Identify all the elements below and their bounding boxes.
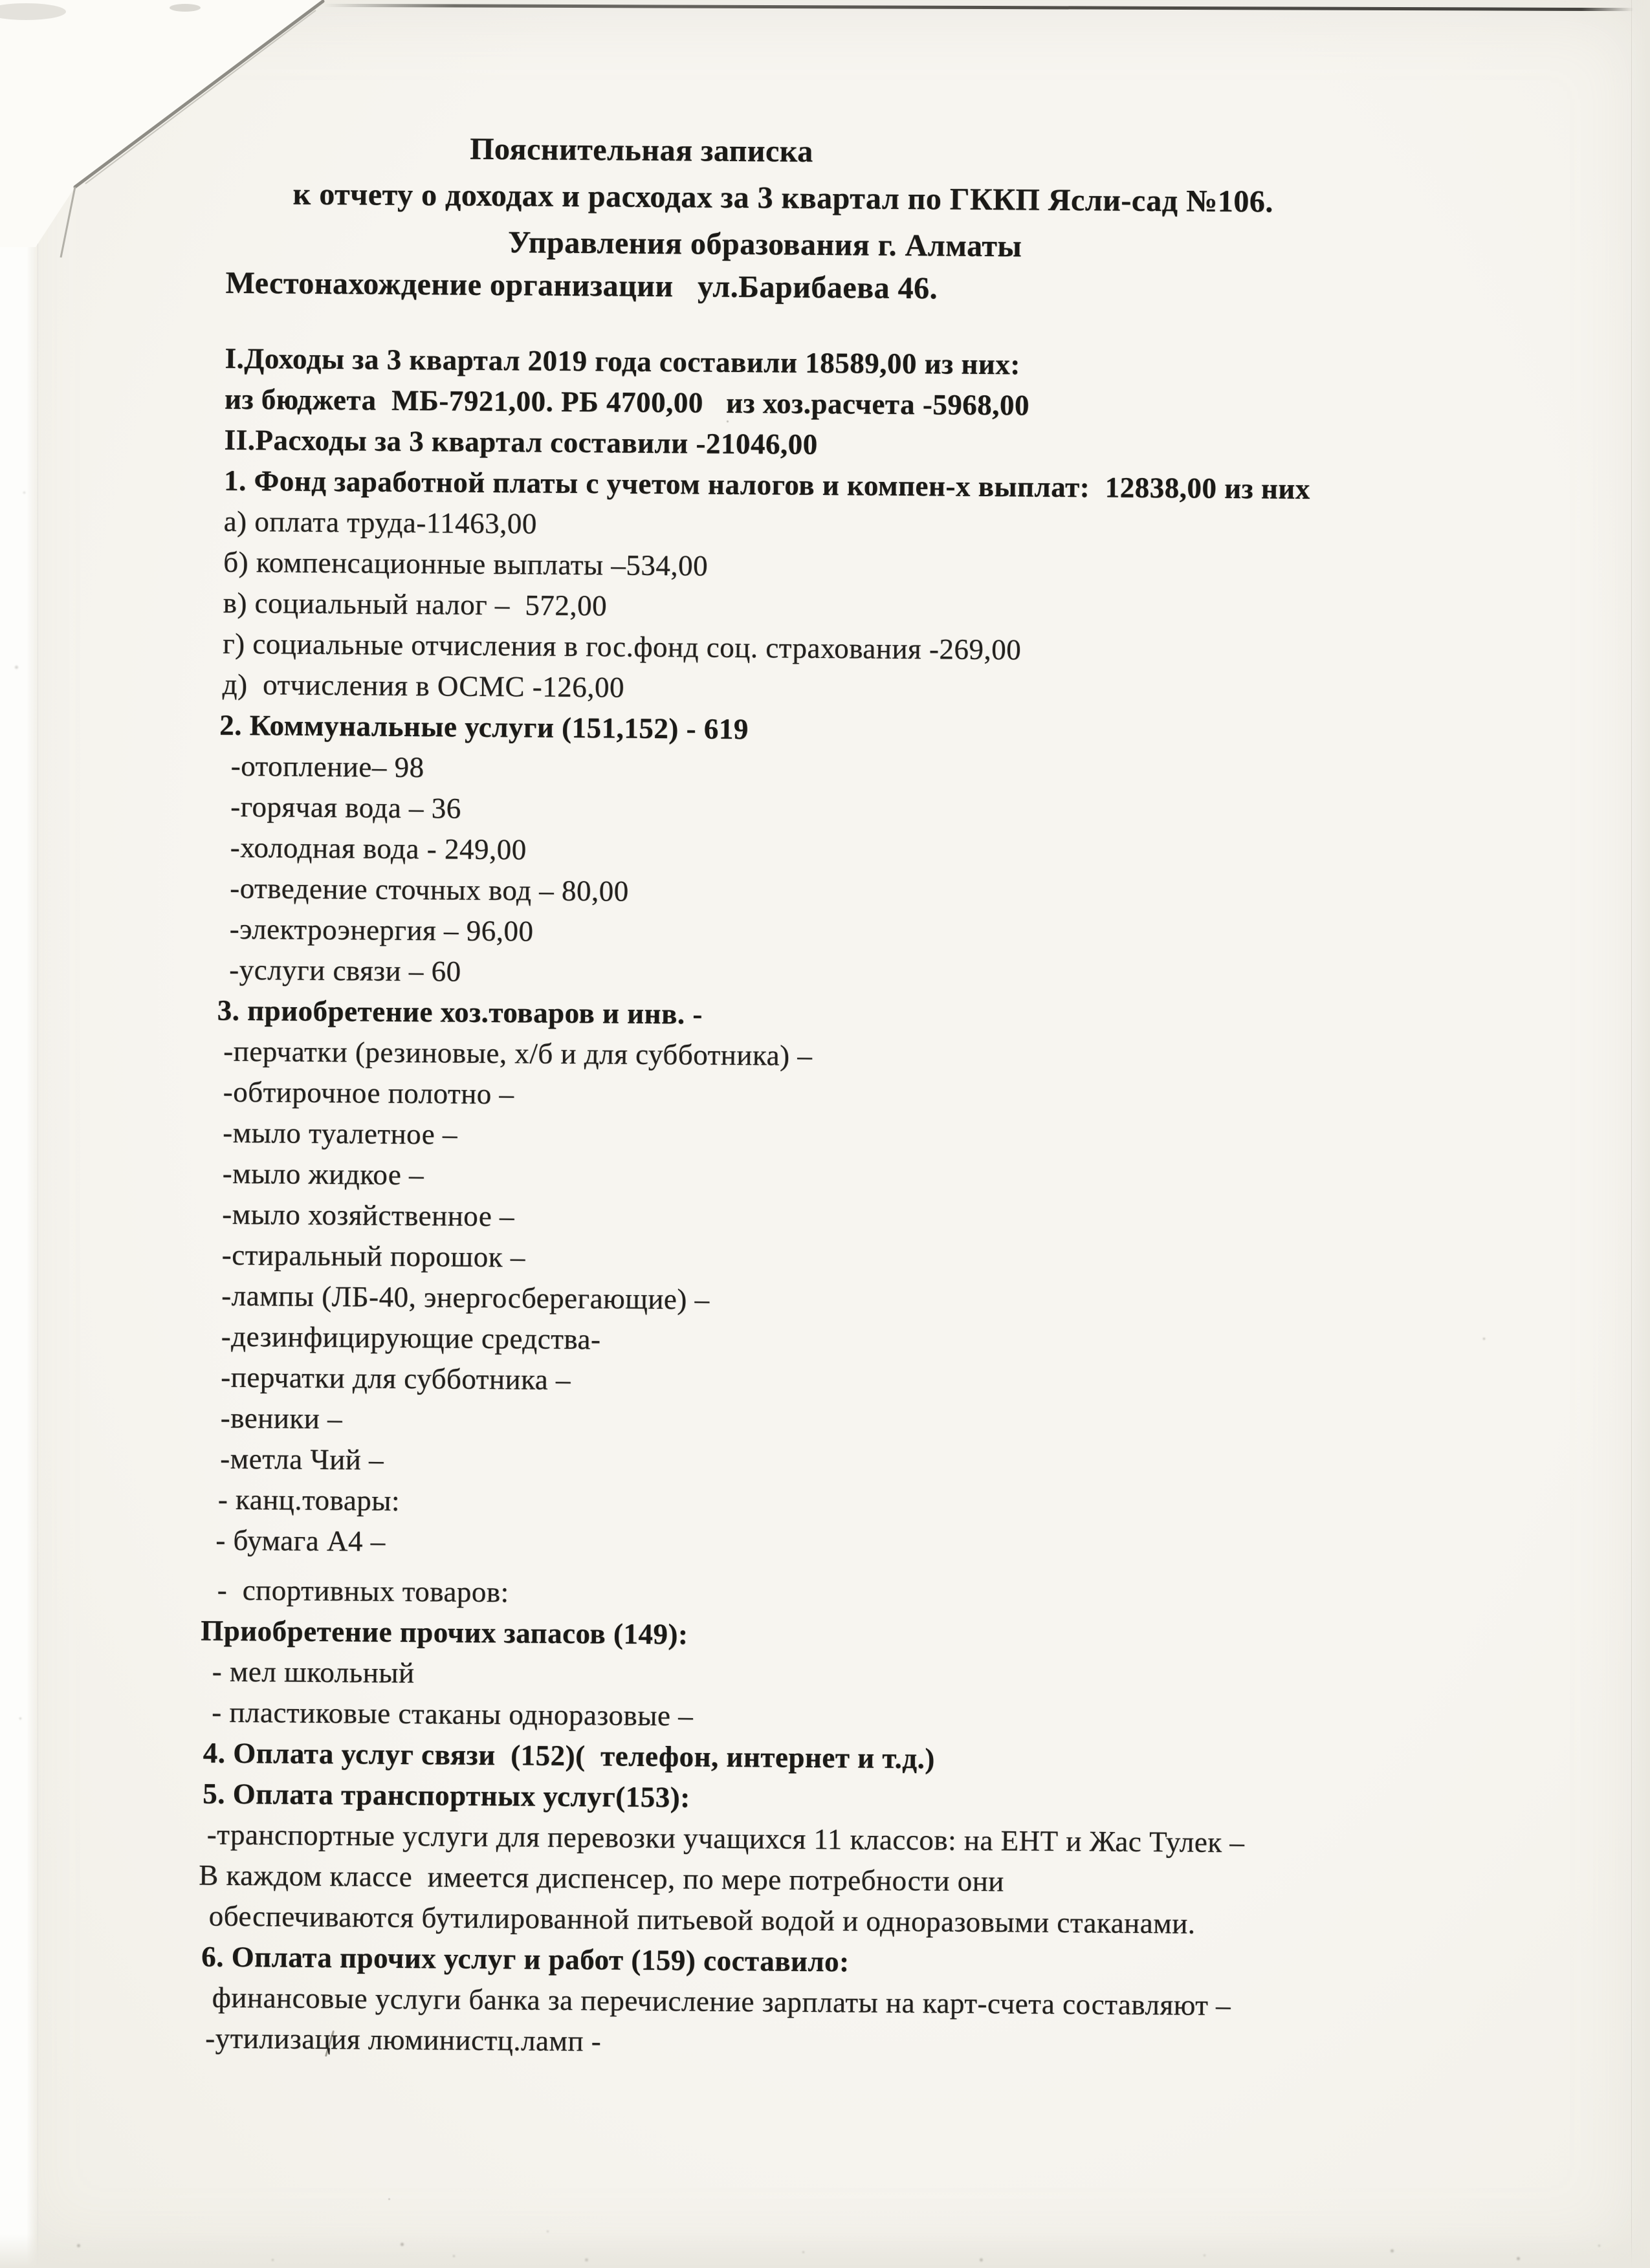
doc-line: -лампы (ЛБ-40, энергосберегающие) – xyxy=(221,1279,710,1316)
doc-line: к отчету о доходах и расходах за 3 квартал по ГККП Ясли-сад №106. xyxy=(292,177,1274,219)
doc-line: 3. приобретение хоз.товаров и инв. - xyxy=(217,994,703,1030)
doc-line: -перчатки для субботника – xyxy=(221,1360,571,1396)
doc-line: - спортивных товаров: xyxy=(217,1573,509,1609)
doc-line: -отопление– 98 xyxy=(230,749,424,784)
doc-line: 5. Оплата транспортных услуг(153): xyxy=(203,1777,690,1814)
doc-line: -транспортные услуги для перевозки учащихся 11 классов: на ЕНТ и Жас Тулек – xyxy=(206,1818,1245,1859)
doc-line: -горячая вода – 36 xyxy=(230,790,461,825)
doc-line: -метла Чий – xyxy=(220,1442,384,1476)
scan-edge-bottom xyxy=(0,2234,1650,2268)
doc-line: 6. Оплата прочих услуг и работ (159) составило: xyxy=(201,1940,850,1978)
doc-line: -мыло туалетное – xyxy=(223,1116,458,1151)
doc-line: -перчатки (резиновые, х/б и для субботника) – xyxy=(223,1034,813,1072)
doc-line: в) социальный налог – 572,00 xyxy=(223,586,608,622)
doc-line: б) компенсационные выплаты –534,00 xyxy=(223,545,709,582)
doc-line: - канц.товары: xyxy=(217,1483,401,1517)
doc-line: Местонахождение организации ул.Барибаева 46. xyxy=(225,265,938,306)
doc-line: 1. Фонд заработной платы с учетом налогов и компен-х выплат: 12838,00 из них xyxy=(223,464,1311,505)
doc-line: - бумага А4 – xyxy=(215,1523,386,1558)
doc-line: из бюджета МБ-7921,00. РБ 4700,00 из хоз.расчета -5968,00 xyxy=(224,382,1030,422)
doc-line: 4. Оплата услуг связи (152)( телефон, интернет и т.д.) xyxy=(203,1736,936,1775)
doc-line: В каждом классе имеется диспенсер, по мере потребности они xyxy=(199,1859,1005,1898)
doc-line: обеспечиваются бутилированной питьевой водой и одноразовыми стаканами. xyxy=(208,1899,1196,1940)
doc-line: II.Расходы за 3 квартал составили -21046,00 xyxy=(224,423,818,461)
doc-line: а) оплата труда-11463,00 xyxy=(223,505,538,540)
doc-line: Приобретение прочих запасов (149): xyxy=(201,1614,688,1651)
doc-line: г) социальные отчисления в гос.фонд соц. страхования -269,00 xyxy=(223,627,1022,666)
doc-line: I.Доходы за 3 квартал 2019 года составили 18589,00 из них: xyxy=(225,342,1020,381)
doc-line: -холодная вода - 249,00 xyxy=(230,831,527,866)
doc-line: Управления образования г. Алматы xyxy=(507,225,1022,264)
doc-line: - мел школьный xyxy=(212,1655,415,1690)
doc-line: -дезинфицирующие средства- xyxy=(221,1320,601,1356)
doc-line: -обтирочное полотно – xyxy=(223,1075,514,1111)
doc-line: -веники – xyxy=(220,1401,343,1435)
doc-line: -мыло хозяйственное – xyxy=(222,1197,515,1233)
doc-line: - пластиковые стаканы одноразовые – xyxy=(212,1696,694,1732)
doc-line: -электроэнергия – 96,00 xyxy=(229,912,534,948)
doc-line: 2. Коммунальные услуги (151,152) - 619 xyxy=(219,708,749,746)
doc-line: д) отчисления в ОСМС -126,00 xyxy=(222,668,625,704)
doc-line: финансовые услуги банка за перечисление зарплаты на карт-счета составляют – xyxy=(212,1981,1231,2022)
doc-line: -услуги связи – 60 xyxy=(229,953,461,988)
doc-line: -мыло жидкое – xyxy=(222,1157,424,1192)
doc-line: Пояснительная записка xyxy=(470,131,813,169)
doc-line: -утилизация люминистц.ламп - xyxy=(205,2022,602,2058)
doc-line: -стиральный порошок – xyxy=(221,1238,526,1274)
doc-line: -отведение сточных вод – 80,00 xyxy=(230,871,629,908)
